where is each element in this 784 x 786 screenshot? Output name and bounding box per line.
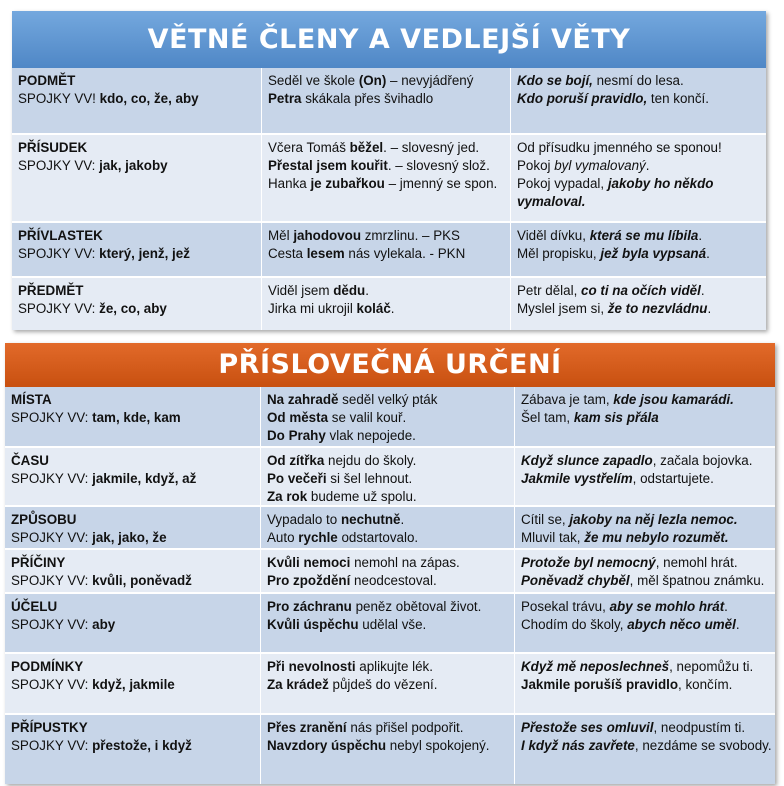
conjunctions — [11, 616, 254, 634]
plain-text: skákala přes švihadlo — [301, 91, 434, 106]
term-cell — [12, 135, 261, 221]
conjunctions — [11, 737, 254, 755]
plain-text: Včera Tomáš — [268, 140, 350, 155]
conjunctions-list: aby — [92, 617, 116, 632]
text-line — [268, 175, 504, 193]
plain-text: Auto — [267, 530, 299, 545]
plain-text: Chodím do školy, — [521, 617, 628, 632]
conjunctions-label: SPOJKY VV: — [11, 573, 93, 588]
plain-text: Myslel jsem si, — [517, 301, 608, 316]
conjunctions-list: jakmile, když, až — [92, 471, 197, 486]
highlighted-text: jakoby na něj lezla nemoc. — [569, 512, 738, 527]
examples-cell — [261, 135, 510, 221]
clauses-table — [12, 11, 766, 330]
clause-examples-cell — [514, 654, 775, 713]
text-line — [267, 427, 508, 445]
plain-text: peněz obětoval život. — [351, 599, 482, 614]
highlighted-text: Kvůli úspěchu — [267, 617, 359, 632]
plain-text: Vypadalo to — [267, 512, 341, 527]
text-line — [517, 90, 760, 108]
table-row — [12, 221, 766, 276]
examples-cell — [260, 387, 514, 446]
term-cell — [5, 448, 260, 505]
conjunctions — [11, 676, 254, 694]
highlighted-text: abych něco uměl — [627, 617, 736, 632]
text-line — [521, 676, 769, 694]
text-line — [268, 227, 504, 245]
text-line — [267, 616, 508, 634]
text-line — [267, 529, 508, 547]
term-cell — [5, 594, 260, 652]
conjunctions — [18, 157, 255, 175]
plain-text: . — [390, 301, 395, 316]
table-row — [12, 133, 766, 221]
text-line — [521, 616, 769, 634]
plain-text: , měl špatnou známku. — [629, 573, 765, 588]
plain-text: ten končí. — [647, 91, 709, 106]
term-cell — [12, 223, 261, 276]
clause-examples-cell — [510, 223, 766, 276]
text-line — [521, 529, 769, 547]
examples-cell — [261, 223, 510, 276]
text-line — [268, 300, 504, 318]
highlighted-text: vymaloval. — [517, 194, 586, 209]
text-line — [521, 452, 769, 470]
term-name: PŘÍPUSTKY — [11, 720, 88, 735]
plain-text: . — [400, 512, 405, 527]
highlighted-text: nechutně — [340, 512, 401, 527]
section-title-adverbials: PŘÍSLOVEČNÁ URČENÍ — [5, 343, 775, 387]
term-name: PŘÍČINY — [11, 555, 66, 570]
conjunctions — [11, 409, 254, 427]
conjunctions-list: že, co, aby — [99, 301, 167, 316]
highlighted-text: že mu nebylo rozumět. — [584, 530, 729, 545]
highlighted-text: Jakmile vystřelím — [521, 471, 633, 486]
plain-text: Jirka mi ukrojil — [268, 301, 357, 316]
conjunctions — [18, 245, 255, 263]
plain-text: Od přísudku jmenného se sponou! — [517, 140, 722, 155]
text-line — [517, 139, 760, 157]
highlighted-text: Přestal jsem kouřit — [268, 158, 388, 173]
conjunctions-label: SPOJKY VV: — [11, 738, 93, 753]
conjunctions-list: jak, jako, že — [92, 530, 167, 545]
highlighted-text: která se mu líbila — [589, 228, 699, 243]
plain-text: zmrzlinu. – PKS — [361, 228, 460, 243]
table-row — [5, 548, 775, 592]
highlighted-text: (On) — [358, 73, 387, 88]
plain-text: se valil kouř. — [328, 410, 407, 425]
examples-cell — [260, 507, 514, 548]
highlighted-text: kam sis přála — [573, 410, 659, 425]
term-name: ÚČELU — [11, 599, 58, 614]
term-name: ČASU — [11, 453, 49, 468]
conjunctions-list: jak, jakoby — [99, 158, 168, 173]
table-row — [5, 387, 775, 446]
plain-text: Viděl jsem — [268, 283, 334, 298]
term-name: PŘÍSUDEK — [18, 140, 88, 155]
text-line — [517, 193, 760, 211]
plain-text: , nezdáme se svobody. — [634, 738, 772, 753]
highlighted-text: Za krádež — [267, 677, 329, 692]
examples-cell — [260, 715, 514, 784]
conjunctions-label: SPOJKY VV: — [11, 410, 93, 425]
conjunctions — [18, 90, 255, 108]
table-row — [5, 446, 775, 505]
highlighted-text: Jakmile porušíš pravidlo — [521, 677, 679, 692]
plain-text: odstartovalo. — [337, 530, 419, 545]
plain-text: nás vylekala. - PKN — [344, 246, 466, 261]
text-line — [268, 90, 504, 108]
plain-text: . – slovesný slož. — [387, 158, 490, 173]
text-line — [517, 300, 760, 318]
plain-text: Zábava je tam, — [521, 392, 614, 407]
text-line — [517, 245, 760, 263]
conjunctions-label: SPOJKY VV: — [11, 677, 93, 692]
examples-cell — [261, 68, 510, 133]
conjunctions-label: SPOJKY VV: — [18, 301, 100, 316]
text-line — [521, 658, 769, 676]
highlighted-text: Kvůli nemoci — [267, 555, 351, 570]
plain-text: – jmenný se spon. — [384, 176, 498, 191]
highlighted-text: Když slunce zapadlo — [521, 453, 653, 468]
conjunctions — [11, 529, 254, 547]
highlighted-text: Poněvadž chyběl — [521, 573, 630, 588]
highlighted-text: Protože byl nemocný — [521, 555, 656, 570]
highlighted-text: Pro záchranu — [267, 599, 352, 614]
plain-text: , odstartujete. — [632, 471, 714, 486]
highlighted-text: Petra — [268, 91, 302, 106]
conjunctions-label: SPOJKY VV: — [18, 158, 100, 173]
plain-text: nejdu do školy. — [324, 453, 417, 468]
highlighted-text: co ti na očích viděl — [581, 283, 701, 298]
conjunctions-label: SPOJKY VV: — [11, 471, 93, 486]
term-cell — [12, 68, 261, 133]
plain-text: neodcestoval. — [350, 573, 437, 588]
plain-text: , nepomůžu ti. — [669, 659, 754, 674]
term-name: PŘEDMĚT — [18, 283, 84, 298]
plain-text: – nevyjádřený — [386, 73, 474, 88]
highlighted-text: Od města — [267, 410, 329, 425]
highlighted-text: jahodovou — [293, 228, 362, 243]
clause-examples-cell — [514, 715, 775, 784]
text-line — [521, 572, 769, 590]
text-line — [521, 470, 769, 488]
text-line — [521, 719, 769, 737]
plain-text: . – slovesný jed. — [383, 140, 480, 155]
text-line — [267, 658, 508, 676]
section-title-clauses: VĚTNÉ ČLENY A VEDLEJŠÍ VĚTY — [12, 11, 766, 68]
highlighted-text: Do Prahy — [267, 428, 326, 443]
text-line — [517, 175, 760, 193]
text-line — [267, 511, 508, 529]
plain-text: . — [706, 246, 710, 261]
highlighted-text: Navzdory úspěchu — [267, 738, 387, 753]
highlighted-text: jakoby ho někdo — [607, 176, 714, 191]
term-name: MÍSTA — [11, 392, 52, 407]
plain-text: , neodpustím ti. — [653, 720, 746, 735]
table-row — [12, 68, 766, 133]
plain-text: Šel tam, — [521, 410, 574, 425]
plain-text: Viděl dívku, — [517, 228, 590, 243]
term-cell — [5, 507, 260, 548]
conjunctions-label: SPOJKY VV: — [18, 246, 100, 261]
plain-text: Hanka — [268, 176, 311, 191]
conjunctions-list: přestože, i když — [92, 738, 192, 753]
highlighted-text: I když nás zavřete — [521, 738, 635, 753]
plain-text: Měl — [268, 228, 294, 243]
plain-text: , končím. — [678, 677, 733, 692]
conjunctions-label: SPOJKY VV: — [11, 530, 93, 545]
text-line — [267, 470, 508, 488]
examples-cell — [260, 550, 514, 592]
plain-text: Měl propisku, — [517, 246, 601, 261]
clause-examples-cell — [514, 550, 775, 592]
text-line — [517, 157, 760, 175]
plain-text: . — [700, 283, 705, 298]
term-name: PODMĚT — [18, 73, 76, 88]
text-line — [521, 391, 769, 409]
text-line — [267, 452, 508, 470]
highlighted-text: že to nezvládnu — [607, 301, 708, 316]
plain-text: aplikujte lék. — [355, 659, 433, 674]
adverbials-table — [5, 343, 775, 784]
plain-text: Pokoj vypadal, — [517, 176, 608, 191]
term-cell — [5, 550, 260, 592]
plain-text: . — [698, 228, 703, 243]
plain-text: Seděl ve škole — [268, 73, 359, 88]
plain-text: nemohl na zápas. — [350, 555, 460, 570]
highlighted-text: Přestože ses omluvil — [521, 720, 654, 735]
clause-examples-cell — [514, 387, 775, 446]
conjunctions-list: když, jakmile — [92, 677, 175, 692]
plain-text: . — [365, 283, 369, 298]
term-cell — [5, 654, 260, 713]
clause-examples-cell — [514, 448, 775, 505]
term-cell — [5, 387, 260, 446]
highlighted-text: Na zahradě — [267, 392, 339, 407]
plain-text: udělal vše. — [358, 617, 427, 632]
text-line — [268, 282, 504, 300]
plain-text: Pokoj — [517, 158, 555, 173]
examples-cell — [260, 594, 514, 652]
plain-text: vlak nepojede. — [325, 428, 416, 443]
plain-text: . — [735, 617, 740, 632]
term-name: PODMÍNKY — [11, 659, 84, 674]
plain-text: Cesta — [268, 246, 307, 261]
text-line — [268, 139, 504, 157]
highlighted-text: Po večeři — [267, 471, 327, 486]
table-row — [5, 592, 775, 652]
clause-examples-cell — [510, 68, 766, 133]
examples-cell — [261, 278, 510, 330]
table-row — [5, 505, 775, 548]
plain-text: , začala bojovka. — [652, 453, 753, 468]
text-line — [267, 554, 508, 572]
plain-text: si šel lehnout. — [326, 471, 413, 486]
examples-cell — [260, 448, 514, 505]
highlighted-text: lesem — [306, 246, 345, 261]
text-line — [517, 72, 760, 90]
text-line — [521, 511, 769, 529]
term-name: PŘÍVLASTEK — [18, 228, 103, 243]
text-line — [521, 737, 772, 755]
conjunctions — [11, 470, 254, 488]
plain-text: Cítil se, — [521, 512, 570, 527]
text-line — [521, 554, 769, 572]
plain-text: nesmí do lesa. — [592, 73, 684, 88]
highlighted-text: Kdo se bojí, — [517, 73, 593, 88]
text-line — [517, 282, 760, 300]
text-line — [267, 598, 508, 616]
clause-examples-cell — [510, 278, 766, 330]
plain-text: . — [724, 599, 728, 614]
highlighted-text: byl vymalovaný — [554, 158, 646, 173]
conjunctions — [18, 300, 255, 318]
highlighted-text: Pro zpoždění — [267, 573, 351, 588]
text-line — [267, 737, 508, 755]
plain-text: nebyl spokojený. — [386, 738, 490, 753]
clause-examples-cell — [514, 507, 775, 548]
highlighted-text: Přes zranění — [267, 720, 347, 735]
term-cell — [5, 715, 260, 784]
text-line — [267, 676, 508, 694]
conjunctions-list: který, jenž, jež — [99, 246, 190, 261]
highlighted-text: je zubařkou — [310, 176, 385, 191]
highlighted-text: dědu — [333, 283, 366, 298]
table-row — [5, 713, 775, 784]
highlighted-text: rychle — [298, 530, 338, 545]
plain-text: seděl velký pták — [338, 392, 438, 407]
conjunctions-list: kdo, co, že, aby — [95, 91, 199, 106]
conjunctions-label: SPOJKY VV! — [18, 91, 96, 106]
highlighted-text: Při nevolnosti — [267, 659, 356, 674]
highlighted-text: Za rok — [267, 489, 308, 504]
text-line — [268, 157, 504, 175]
plain-text: Petr dělal, — [517, 283, 582, 298]
plain-text: Mluvil tak, — [521, 530, 585, 545]
text-line — [267, 409, 508, 427]
conjunctions — [11, 572, 254, 590]
term-name: ZPŮSOBU — [11, 512, 77, 527]
highlighted-text: Kdo poruší pravidlo, — [517, 91, 648, 106]
text-line — [267, 391, 508, 409]
text-line — [268, 245, 504, 263]
highlighted-text: kde jsou kamarádi. — [613, 392, 734, 407]
highlighted-text: běžel — [349, 140, 384, 155]
text-line — [268, 72, 504, 90]
text-line — [267, 572, 508, 590]
plain-text: , nemohl hrát. — [655, 555, 738, 570]
plain-text: půjdeš do vězení. — [328, 677, 438, 692]
conjunctions-list: kvůli, poněvadž — [92, 573, 192, 588]
highlighted-text: Od zítřka — [267, 453, 325, 468]
text-line — [521, 409, 769, 427]
clause-examples-cell — [514, 594, 775, 652]
text-line — [267, 488, 508, 506]
text-line — [521, 598, 769, 616]
table-row — [5, 652, 775, 713]
examples-cell — [260, 654, 514, 713]
plain-text: . — [645, 158, 650, 173]
clause-examples-cell — [510, 135, 766, 221]
plain-text: budeme už spolu. — [307, 489, 417, 504]
plain-text: . — [707, 301, 712, 316]
highlighted-text: koláč — [356, 301, 391, 316]
plain-text: nás přišel podpořit. — [346, 720, 464, 735]
conjunctions-label: SPOJKY VV: — [11, 617, 93, 632]
term-cell — [12, 278, 261, 330]
table-row — [12, 276, 766, 330]
highlighted-text: aby se mohlo hrát — [609, 599, 725, 614]
highlighted-text: Když mě neposlechneš — [521, 659, 670, 674]
text-line — [517, 227, 760, 245]
conjunctions-list: tam, kde, kam — [92, 410, 181, 425]
text-line — [267, 719, 508, 737]
plain-text: Posekal trávu, — [521, 599, 610, 614]
highlighted-text: jež byla vypsaná — [600, 246, 707, 261]
